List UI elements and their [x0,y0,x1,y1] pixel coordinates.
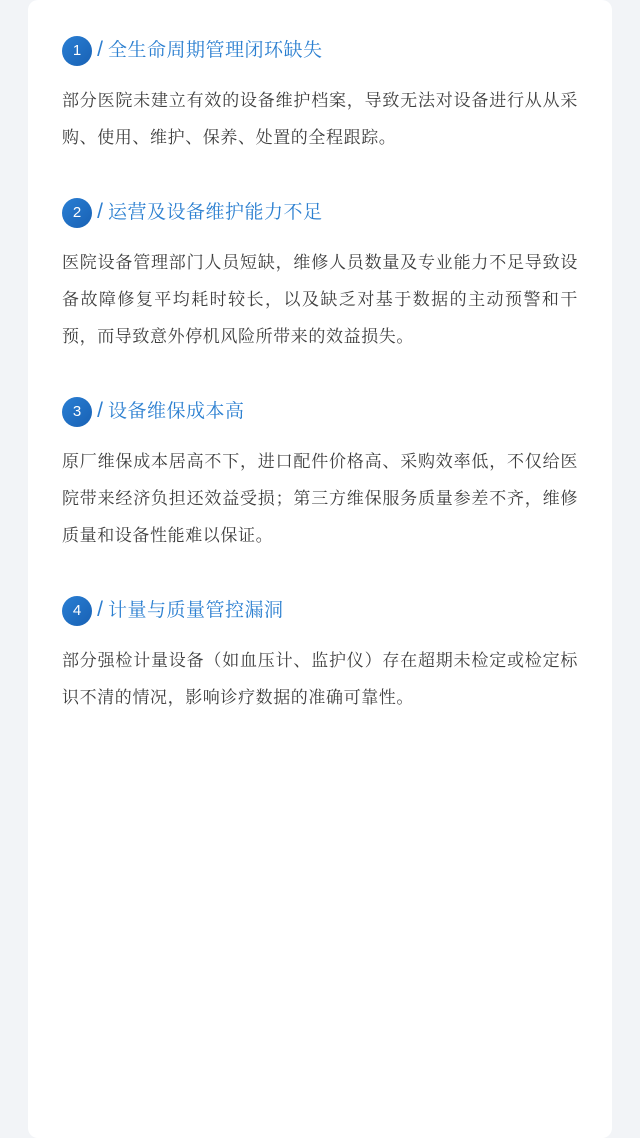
item-header [62,196,578,230]
content-card [28,0,612,1138]
item-title: 全生命周期管理闭环缺失 [108,40,323,61]
item-body: 部分强检计量设备（如血压计、监护仪）存在超期未检定或检定标识不清的情况，影响诊疗数据的准确可靠性。 [62,651,578,707]
item-body: 部分医院未建立有效的设备维护档案，导致无法对设备进行从从采购、使用、维护、保养、处置的全程跟踪。 [62,91,578,147]
item-body: 医院设备管理部门人员短缺，维修人员数量及专业能力不足导致设备故障修复平均耗时较长，以及缺乏对基于数据的主动预警和干预，而导致意外停机风险所带来的效益损失。 [62,253,578,346]
item-header [62,395,578,429]
list-item [62,34,578,156]
item-title: 设备维保成本高 [108,401,245,422]
item-title: 运营及设备维护能力不足 [108,202,323,223]
slash-icon: / [97,200,103,223]
list-item [62,395,578,554]
item-number-badge: 2 [62,198,92,228]
slash-icon: / [97,399,103,422]
item-number-badge: 1 [62,36,92,66]
item-number-badge: 4 [62,596,92,626]
item-number-badge: 3 [62,397,92,427]
item-title: 计量与质量管控漏洞 [108,600,284,621]
slash-icon: / [97,598,103,621]
list-item [62,594,578,716]
item-header [62,34,578,68]
item-header [62,594,578,628]
list-item [62,196,578,355]
item-body: 原厂维保成本居高不下，进口配件价格高、采购效率低，不仅给医院带来经济负担还效益受损；第三方维保服务质量参差不齐，维修质量和设备性能难以保证。 [62,452,578,545]
slash-icon: / [97,38,103,61]
